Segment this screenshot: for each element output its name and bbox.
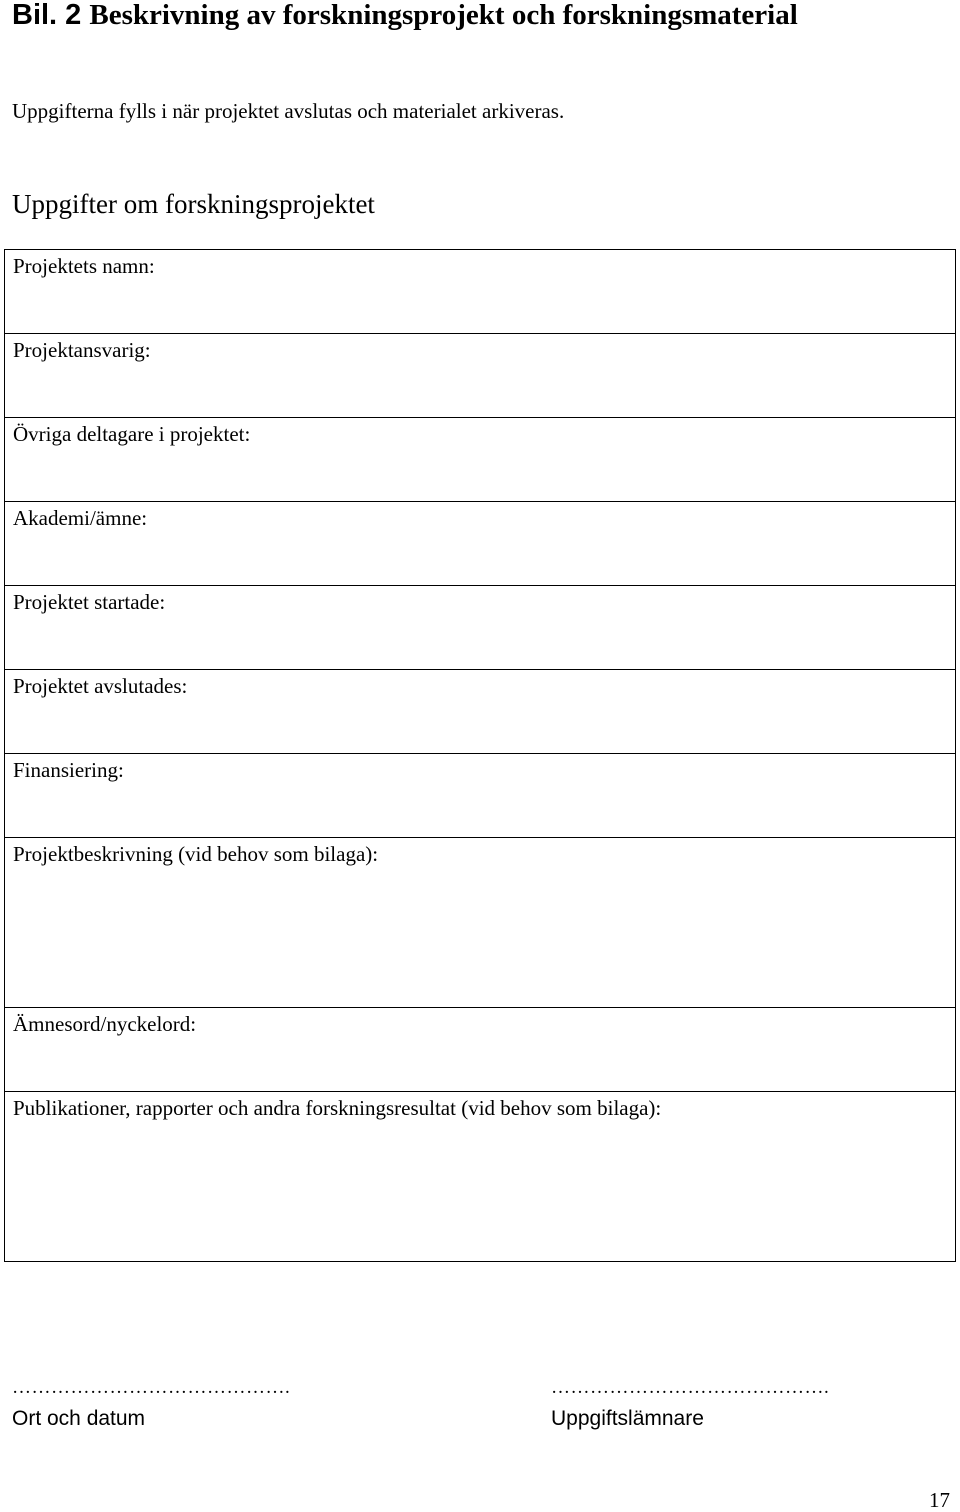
field-row-project-name — [5, 250, 956, 334]
field-row-end-date — [5, 670, 956, 754]
page-heading — [12, 0, 798, 32]
keywords-field[interactable] — [5, 1008, 956, 1092]
field-label: Akademi/ämne: — [13, 506, 148, 530]
project-description-field[interactable] — [5, 838, 956, 1008]
field-label: Projektets namn: — [13, 254, 155, 278]
page-number: 17 — [929, 1488, 950, 1512]
field-label: Finansiering: — [13, 758, 124, 782]
field-row-project-description — [5, 838, 956, 1008]
field-label: Ämnesord/nyckelord: — [13, 1012, 197, 1036]
start-date-field[interactable] — [5, 586, 956, 670]
field-label: Projektbeskrivning (vid behov som bilaga): — [13, 842, 379, 866]
submitter-label: Uppgiftslämnare — [551, 1407, 704, 1430]
field-row-funding — [5, 754, 956, 838]
place-date-signature-line[interactable]: ……………………………………. — [12, 1377, 291, 1398]
academy-subject-field[interactable] — [5, 502, 956, 586]
project-name-field[interactable] — [5, 250, 956, 334]
project-info-form — [4, 249, 956, 1262]
field-label: Publikationer, rapporter och andra forskningsresultat (vid behov som bilaga): — [13, 1096, 662, 1120]
place-date-label: Ort och datum — [12, 1407, 146, 1430]
other-participants-field[interactable] — [5, 418, 956, 502]
end-date-field[interactable] — [5, 670, 956, 754]
field-label: Projektansvarig: — [13, 338, 151, 362]
field-row-project-lead — [5, 334, 956, 418]
field-row-academy-subject — [5, 502, 956, 586]
field-label: Projektet avslutades: — [13, 674, 188, 698]
funding-field[interactable] — [5, 754, 956, 838]
project-lead-field[interactable] — [5, 334, 956, 418]
field-label: Övriga deltagare i projektet: — [13, 422, 251, 446]
field-row-keywords — [5, 1008, 956, 1092]
field-row-other-participants — [5, 418, 956, 502]
heading-prefix: Bil. 2 — [12, 0, 82, 31]
field-row-start-date — [5, 586, 956, 670]
publications-field[interactable] — [5, 1092, 956, 1262]
field-row-publications — [5, 1092, 956, 1262]
heading-title: Beskrivning av forskningsprojekt och forskningsmaterial — [89, 0, 798, 31]
submitter-signature-line[interactable]: ……………………………………. — [551, 1377, 830, 1398]
intro-text: Uppgifterna fylls i när projektet avslutas och materialet arkiveras. — [12, 99, 565, 123]
section-title: Uppgifter om forskningsprojektet — [12, 189, 375, 219]
field-label: Projektet startade: — [13, 590, 166, 614]
